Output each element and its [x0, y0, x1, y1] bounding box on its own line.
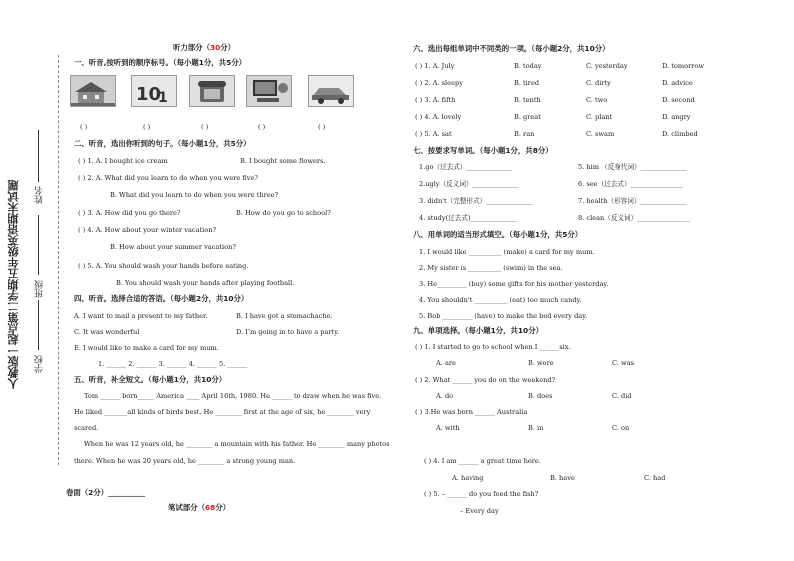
question-4-option-a: ( ) 4. A. How about your winter vacation?: [78, 226, 217, 234]
question-4-option-b: B. How about your summer vacation?: [110, 243, 236, 251]
fold-line: [58, 55, 59, 465]
word-form-item[interactable]: 5. him （反身代词）______________: [578, 163, 687, 171]
class-label: 班级: [35, 280, 45, 298]
response-d: D. I’m going in to have a party.: [236, 328, 340, 336]
mc-q2-option-c[interactable]: C. did: [612, 392, 632, 400]
mc-q4-option-b[interactable]: B. have: [550, 474, 575, 482]
section-1-title: 一、听音,按听到的顺序标号。（每小题1分，共5分）: [74, 58, 246, 67]
passage-line-3: scared.: [74, 424, 99, 432]
passage-line-2: He liked _______all kinds of birds best. He ________ first at the age of six, he ________ very: [74, 408, 371, 416]
section-8-title: 八、用单词的适当形式填空。（每小题1分，共5分）: [413, 230, 583, 239]
odd-one-out-option[interactable]: C. plant: [586, 113, 613, 121]
mc-question-3: ( ) 3.He was born ______ Australia: [415, 408, 528, 416]
word-form-item[interactable]: 7. health（形容词）______________: [578, 197, 687, 205]
odd-one-out-option[interactable]: B. ran: [514, 130, 535, 138]
listening-section-title: 听力部分（30分）: [173, 43, 236, 52]
odd-one-out-option[interactable]: B. great: [514, 113, 541, 121]
section-6-title: 六、选出每组单词中不同类的一项。（每小题2分，共10分）: [413, 44, 610, 53]
question-5-option-b: B. You should wash your hands after playing football.: [116, 279, 295, 287]
question-5-option-a: ( ) 5. A. You should wash your hands before eating.: [78, 262, 249, 270]
mc-q1-option-b[interactable]: B. were: [528, 359, 554, 367]
question-2-option-b: B. What did you learn to do when you were three?: [110, 191, 279, 199]
mc-q1-option-a[interactable]: A. are: [436, 359, 456, 367]
odd-one-out-option[interactable]: B. today: [514, 62, 542, 70]
answer-bracket-2[interactable]: ( ): [143, 123, 151, 131]
section-9-title: 九、单项选择。（每小题1分，共10分）: [413, 326, 543, 335]
question-1-option-a: ( ) 1. A. I bought ice cream: [78, 157, 168, 165]
response-e: E. I would like to make a card for my mum.: [74, 344, 219, 352]
odd-one-out-question: ( ) 2. A. sleepy: [415, 79, 463, 87]
odd-one-out-option[interactable]: D. climbed: [662, 130, 698, 138]
odd-one-out-option[interactable]: C. dirty: [586, 79, 611, 87]
fill-blank-item[interactable]: 4. You shouldn't __________ (eat) too much candy.: [419, 296, 582, 304]
name-field[interactable]: [38, 130, 40, 182]
section-7-title: 七、按要求写单词。（每小题1分，共8分）: [413, 146, 553, 155]
telephone-picture: [189, 75, 235, 107]
passage-line-1: Tom ______ born_____ America ____ April 16th, 1980. He ______ to draw when he was five.: [84, 392, 382, 400]
mc-q2-option-b[interactable]: B. does: [528, 392, 553, 400]
mc-q3-option-a[interactable]: A. with: [436, 424, 460, 432]
mc-q2-option-a[interactable]: A. do: [436, 392, 454, 400]
answer-bracket-5[interactable]: ( ): [318, 123, 326, 131]
passage-line-5: there. When he was 20 years old, he ________ a strong young man.: [74, 457, 296, 465]
mc-q3-option-c[interactable]: C. on: [612, 424, 630, 432]
word-form-item[interactable]: 8. clean（反义词）________________: [578, 214, 690, 222]
response-a: A. I want to mail a present to my father.: [74, 312, 208, 320]
mc-question-1: ( ) 1. I started to go to school when I ______six.: [415, 343, 571, 351]
odd-one-out-option[interactable]: C. two: [586, 96, 608, 104]
question-1-option-b: B. I bought some flowers.: [240, 157, 326, 165]
name-label: 姓名: [35, 186, 45, 204]
svg-text:10: 10: [136, 84, 162, 105]
house-picture: [70, 75, 116, 107]
exam-title: 人教版一起点第二学期五年级英语期末试题: [7, 180, 20, 389]
word-form-item[interactable]: 4. study(过去式)______________: [419, 214, 517, 222]
response-b: B. I have got a stomachache.: [236, 312, 333, 320]
neatness-score: 卷面（2分）__________: [66, 488, 146, 497]
class-field[interactable]: [38, 215, 40, 275]
fill-blank-item[interactable]: 1. I would like __________ (make) a card for my mum.: [419, 248, 595, 256]
mc-q4-option-a[interactable]: A. having: [452, 474, 484, 482]
response-c: C. It was wonderful: [74, 328, 140, 336]
mc-q4-option-c[interactable]: C. had: [644, 474, 666, 482]
odd-one-out-option[interactable]: B. tenth: [514, 96, 541, 104]
odd-one-out-question: ( ) 5. A. sat: [415, 130, 452, 138]
school-field[interactable]: [38, 300, 40, 350]
number-101-picture: [131, 75, 177, 107]
question-3-option-a: ( ) 3. A. How did you go there?: [78, 209, 181, 217]
mc-q1-option-c[interactable]: C. was: [612, 359, 634, 367]
word-form-item[interactable]: 3. didn't（完整形式）______________: [419, 197, 533, 205]
odd-one-out-option[interactable]: D. tomorrow: [662, 62, 705, 70]
section-5-title: 五、听音，补全短文。（每小题1分，共10分）: [74, 375, 227, 384]
odd-one-out-question: ( ) 1. A. July: [415, 62, 455, 70]
word-form-item[interactable]: 2.ugly（反义词）______________: [419, 180, 519, 188]
word-form-item[interactable]: 6. see（过去式）________________: [578, 180, 684, 188]
svg-text:1: 1: [158, 90, 168, 106]
answer-bracket-4[interactable]: ( ): [258, 123, 266, 131]
mc-question-5: ( ) 5. – ______ do you feed the fish?: [424, 490, 539, 498]
section-4-title: 四、听音。选择合适的答语。（每小题2分，共10分）: [74, 294, 249, 303]
question-2-option-a: ( ) 2. A. What did you learn to do when you were five?: [78, 174, 258, 182]
section-2-title: 二、听音，选出你听到的句子。（每小题1分，共5分）: [74, 139, 251, 148]
passage-line-4: When he was 12 years old, he ________ a mountain with his father. He ________ many photos: [84, 440, 390, 448]
odd-one-out-question: ( ) 4. A. lovely: [415, 113, 462, 121]
mc-question-4: ( ) 4. I am ______ a great time here.: [424, 457, 541, 465]
fill-blank-item[interactable]: 3. He_________ (buy) some gifts for his mother yesterday.: [419, 280, 609, 288]
question-3-option-b: B. How do you go to school?: [236, 209, 331, 217]
fill-blank-item[interactable]: 5. Bob _________ (have) to make the bed every day.: [419, 312, 588, 320]
school-label: 学校: [35, 355, 45, 373]
odd-one-out-option[interactable]: D. second: [662, 96, 695, 104]
odd-one-out-option[interactable]: B. tired: [514, 79, 540, 87]
odd-one-out-option[interactable]: C. swam: [586, 130, 615, 138]
answer-bracket-3[interactable]: ( ): [201, 123, 209, 131]
computer-picture: [246, 75, 292, 107]
mc-question-2: ( ) 2. What ______ you do on the weekend?: [415, 376, 556, 384]
response-answer-blanks[interactable]: 1. ______ 2. ______ 3. ______ 4. ______ 5. ______: [98, 360, 248, 368]
car-picture: [308, 75, 354, 107]
mc-q3-option-b[interactable]: B. in: [528, 424, 544, 432]
fill-blank-item[interactable]: 2. My sister is __________ (swim) in the sea.: [419, 264, 563, 272]
word-form-item[interactable]: 1.go（过去式）______________: [419, 163, 513, 171]
mc-q5-answer: – Every day: [460, 507, 499, 515]
odd-one-out-question: ( ) 3. A. fifth: [415, 96, 456, 104]
odd-one-out-option[interactable]: D. advice: [662, 79, 693, 87]
answer-bracket-1[interactable]: ( ): [80, 123, 88, 131]
odd-one-out-option[interactable]: C. yesterday: [586, 62, 628, 70]
written-section-title: 笔试部分（68分）: [168, 503, 231, 512]
odd-one-out-option[interactable]: D. angry: [662, 113, 691, 121]
